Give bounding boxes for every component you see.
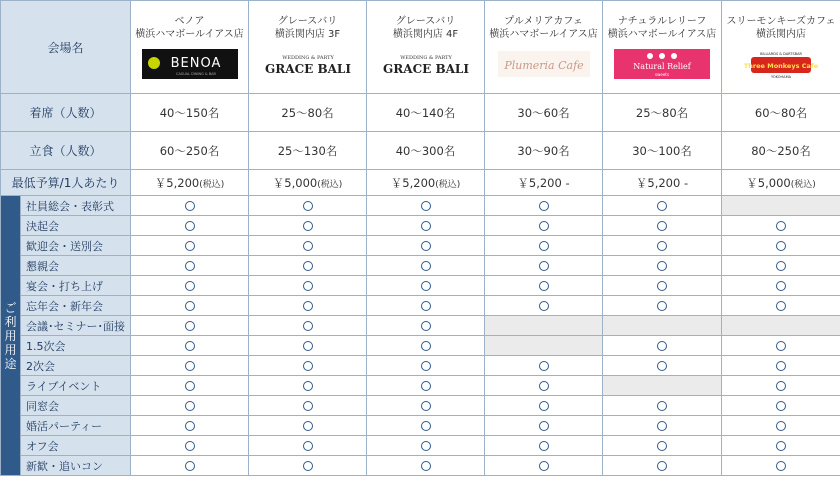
usage-available-cell	[249, 396, 367, 416]
available-mark-icon	[421, 321, 431, 331]
venue-name-header: 会場名	[1, 1, 131, 94]
svg-text:sweets: sweets	[655, 72, 669, 77]
usage-available-cell	[131, 456, 249, 476]
usage-available-cell	[367, 256, 485, 276]
available-mark-icon	[421, 261, 431, 271]
usage-available-cell	[367, 376, 485, 396]
available-mark-icon	[185, 421, 195, 431]
usage-unavailable-cell	[722, 196, 840, 216]
available-mark-icon	[303, 301, 313, 311]
available-mark-icon	[657, 201, 667, 211]
venue-name: グレースバリ	[277, 16, 338, 27]
usage-available-cell	[131, 196, 249, 216]
available-mark-icon	[303, 421, 313, 431]
usage-available-cell	[249, 296, 367, 316]
available-mark-icon	[421, 401, 431, 411]
available-mark-icon	[421, 341, 431, 351]
budget-tax-note: (税込)	[199, 179, 225, 190]
available-mark-icon	[303, 361, 313, 371]
venue-three-monkeys-cafe	[722, 1, 840, 94]
usage-available-cell	[722, 376, 840, 396]
available-mark-icon	[657, 341, 667, 351]
available-mark-icon	[657, 461, 667, 471]
venue-benoa	[131, 1, 249, 94]
usage-available-cell	[131, 376, 249, 396]
standing-cell: 40～300名	[367, 132, 485, 170]
available-mark-icon	[539, 221, 549, 231]
available-mark-icon	[421, 221, 431, 231]
standing-cell: 60～250名	[131, 132, 249, 170]
svg-text:WEDDING & PARTY: WEDDING & PARTY	[399, 55, 452, 61]
available-mark-icon	[776, 461, 786, 471]
seating-row	[1, 94, 840, 132]
usage-row	[1, 396, 840, 416]
available-mark-icon	[539, 261, 549, 271]
usage-label: 新歓・追いコン	[21, 456, 131, 476]
usage-label: オフ会	[21, 436, 131, 456]
usage-label: 歓迎会・送別会	[21, 236, 131, 256]
usage-available-cell	[131, 396, 249, 416]
usage-available-cell	[603, 216, 722, 236]
available-mark-icon	[657, 401, 667, 411]
available-mark-icon	[539, 241, 549, 251]
usage-available-cell	[131, 216, 249, 236]
available-mark-icon	[185, 221, 195, 231]
available-mark-icon	[421, 381, 431, 391]
usage-available-cell	[603, 196, 722, 216]
usage-available-cell	[131, 436, 249, 456]
usage-available-cell	[367, 216, 485, 236]
available-mark-icon	[657, 221, 667, 231]
usage-row	[1, 256, 840, 276]
available-mark-icon	[185, 441, 195, 451]
available-mark-icon	[185, 321, 195, 331]
usage-label: 2次会	[21, 356, 131, 376]
standing-cell: 30～100名	[603, 132, 722, 170]
available-mark-icon	[657, 301, 667, 311]
usage-unavailable-cell	[485, 336, 603, 356]
usage-available-cell	[131, 276, 249, 296]
usage-available-cell	[485, 216, 603, 236]
usage-available-cell	[603, 416, 722, 436]
available-mark-icon	[421, 461, 431, 471]
usage-row	[1, 456, 840, 476]
usage-available-cell	[603, 356, 722, 376]
seating-cell: 25～80名	[603, 94, 722, 132]
usage-row	[1, 196, 840, 216]
usage-available-cell	[131, 416, 249, 436]
budget-row	[1, 170, 840, 196]
venue-branch: 横浜関内店	[756, 29, 807, 40]
usage-available-cell	[603, 336, 722, 356]
budget-tax-note: (税込)	[317, 179, 343, 190]
available-mark-icon	[657, 241, 667, 251]
usage-label: 宴会・打ち上げ	[21, 276, 131, 296]
available-mark-icon	[421, 281, 431, 291]
budget-cell	[485, 170, 603, 196]
usage-available-cell	[249, 236, 367, 256]
available-mark-icon	[776, 401, 786, 411]
available-mark-icon	[539, 361, 549, 371]
benoa-logo	[142, 49, 238, 79]
svg-text:BILLIARDS & DARTSBAR: BILLIARDS & DARTSBAR	[760, 52, 802, 56]
seating-label: 着席（人数）	[1, 94, 131, 132]
plumeria-cafe-logo	[496, 49, 592, 79]
usage-available-cell	[603, 276, 722, 296]
grace-bali-logo	[260, 49, 356, 79]
svg-text:WEDDING & PARTY: WEDDING & PARTY	[281, 55, 334, 61]
usage-row	[1, 296, 840, 316]
available-mark-icon	[185, 281, 195, 291]
available-mark-icon	[776, 441, 786, 451]
available-mark-icon	[185, 241, 195, 251]
usage-available-cell	[603, 396, 722, 416]
usage-available-cell	[249, 276, 367, 296]
available-mark-icon	[657, 261, 667, 271]
available-mark-icon	[303, 441, 313, 451]
svg-text:GRACE BALI: GRACE BALI	[382, 62, 469, 76]
available-mark-icon	[303, 241, 313, 251]
usage-label: 会議･セミナー･面接	[21, 316, 131, 336]
budget-amount: ￥5,200 -	[517, 175, 570, 190]
available-mark-icon	[303, 321, 313, 331]
usage-unavailable-cell	[722, 316, 840, 336]
available-mark-icon	[185, 301, 195, 311]
usage-label: 懇親会	[21, 256, 131, 276]
usage-available-cell	[485, 396, 603, 416]
budget-amount: ￥5,200	[390, 175, 436, 190]
svg-text:Plumeria Cafe: Plumeria Cafe	[503, 59, 584, 72]
usage-available-cell	[603, 236, 722, 256]
standing-cell: 80～250名	[722, 132, 840, 170]
usage-label: 決起会	[21, 216, 131, 236]
available-mark-icon	[303, 461, 313, 471]
available-mark-icon	[539, 461, 549, 471]
usage-available-cell	[485, 356, 603, 376]
usage-available-cell	[367, 296, 485, 316]
usage-available-cell	[131, 236, 249, 256]
usage-unavailable-cell	[485, 316, 603, 336]
usage-available-cell	[367, 456, 485, 476]
usage-available-cell	[722, 456, 840, 476]
svg-text:GRACE BALI: GRACE BALI	[264, 62, 351, 76]
usage-available-cell	[722, 296, 840, 316]
usage-available-cell	[603, 436, 722, 456]
available-mark-icon	[657, 361, 667, 371]
svg-text:YOKOHAMA: YOKOHAMA	[771, 75, 792, 79]
available-mark-icon	[303, 221, 313, 231]
seating-cell: 40～140名	[367, 94, 485, 132]
natural-relief-logo	[614, 49, 710, 79]
available-mark-icon	[657, 441, 667, 451]
available-mark-icon	[776, 381, 786, 391]
usage-available-cell	[249, 356, 367, 376]
available-mark-icon	[776, 281, 786, 291]
usage-row	[1, 336, 840, 356]
available-mark-icon	[303, 401, 313, 411]
usage-available-cell	[722, 236, 840, 256]
usage-available-cell	[485, 436, 603, 456]
usage-available-cell	[367, 316, 485, 336]
usage-available-cell	[722, 436, 840, 456]
venue-name: スリーモンキーズカフェ	[726, 16, 836, 27]
venue-name: ベノア	[174, 16, 205, 27]
usage-side-label: ご 利 用 用 途	[1, 196, 21, 476]
usage-available-cell	[485, 196, 603, 216]
available-mark-icon	[185, 201, 195, 211]
usage-row	[1, 356, 840, 376]
usage-available-cell	[249, 416, 367, 436]
usage-available-cell	[603, 256, 722, 276]
venue-natural-relief	[603, 1, 722, 94]
usage-row	[1, 416, 840, 436]
three-monkeys-cafe-logo	[733, 49, 829, 79]
usage-available-cell	[722, 276, 840, 296]
venue-branch: 横浜関内店 4F	[392, 29, 459, 40]
usage-label: 婚活パーティー	[21, 416, 131, 436]
usage-label: 同窓会	[21, 396, 131, 416]
usage-available-cell	[249, 436, 367, 456]
venue-name: ナチュラルレリーフ	[617, 16, 707, 27]
usage-available-cell	[722, 356, 840, 376]
available-mark-icon	[776, 361, 786, 371]
usage-available-cell	[249, 196, 367, 216]
seating-cell: 40～150名	[131, 94, 249, 132]
available-mark-icon	[776, 261, 786, 271]
usage-row	[1, 276, 840, 296]
venue-branch: 横浜ハマボールイアス店	[135, 29, 244, 40]
available-mark-icon	[539, 381, 549, 391]
seating-cell: 25～80名	[249, 94, 367, 132]
usage-section	[1, 196, 840, 476]
usage-row	[1, 236, 840, 256]
usage-row	[1, 316, 840, 336]
usage-available-cell	[367, 396, 485, 416]
available-mark-icon	[657, 421, 667, 431]
svg-text:Three Monkeys Cafe: Three Monkeys Cafe	[743, 62, 819, 70]
venue-grace-bali-4f	[367, 1, 485, 94]
available-mark-icon	[776, 421, 786, 431]
budget-tax-note: (税込)	[435, 179, 461, 190]
available-mark-icon	[303, 341, 313, 351]
usage-available-cell	[485, 376, 603, 396]
available-mark-icon	[776, 241, 786, 251]
usage-available-cell	[485, 236, 603, 256]
usage-available-cell	[367, 436, 485, 456]
standing-cell: 25～130名	[249, 132, 367, 170]
usage-available-cell	[722, 416, 840, 436]
venue-header-row	[1, 1, 840, 94]
standing-label: 立食（人数）	[1, 132, 131, 170]
usage-available-cell	[249, 316, 367, 336]
available-mark-icon	[185, 461, 195, 471]
budget-cell	[722, 170, 840, 196]
available-mark-icon	[421, 301, 431, 311]
usage-available-cell	[249, 336, 367, 356]
usage-available-cell	[131, 256, 249, 276]
usage-available-cell	[367, 276, 485, 296]
usage-available-cell	[722, 396, 840, 416]
usage-available-cell	[131, 336, 249, 356]
svg-text:BENOA: BENOA	[170, 56, 221, 71]
usage-available-cell	[722, 216, 840, 236]
usage-available-cell	[603, 296, 722, 316]
available-mark-icon	[303, 281, 313, 291]
usage-available-cell	[249, 256, 367, 276]
usage-row	[1, 376, 840, 396]
available-mark-icon	[776, 341, 786, 351]
venue-name: プルメリアカフェ	[504, 16, 583, 27]
usage-row	[1, 216, 840, 236]
available-mark-icon	[539, 281, 549, 291]
usage-label: ライブイベント	[21, 376, 131, 396]
available-mark-icon	[303, 261, 313, 271]
available-mark-icon	[303, 201, 313, 211]
usage-available-cell	[249, 376, 367, 396]
standing-cell: 30～90名	[485, 132, 603, 170]
usage-available-cell	[367, 196, 485, 216]
usage-available-cell	[485, 456, 603, 476]
usage-available-cell	[485, 296, 603, 316]
available-mark-icon	[776, 221, 786, 231]
available-mark-icon	[539, 301, 549, 311]
usage-row	[1, 436, 840, 456]
usage-available-cell	[131, 356, 249, 376]
usage-label: 社員総会・表彰式	[21, 196, 131, 216]
available-mark-icon	[539, 421, 549, 431]
usage-available-cell	[131, 316, 249, 336]
venue-branch: 横浜ハマボールイアス店	[489, 29, 598, 40]
budget-cell	[249, 170, 367, 196]
budget-tax-note: (税込)	[790, 179, 816, 190]
usage-unavailable-cell	[603, 376, 722, 396]
usage-available-cell	[367, 236, 485, 256]
available-mark-icon	[185, 381, 195, 391]
available-mark-icon	[185, 401, 195, 411]
budget-cell	[367, 170, 485, 196]
usage-label: 忘年会・新年会	[21, 296, 131, 316]
usage-available-cell	[485, 416, 603, 436]
usage-available-cell	[367, 356, 485, 376]
available-mark-icon	[185, 341, 195, 351]
budget-amount: ￥5,200 -	[635, 175, 689, 190]
venue-plumeria-cafe	[485, 1, 603, 94]
available-mark-icon	[303, 381, 313, 391]
seating-cell: 60～80名	[722, 94, 840, 132]
usage-available-cell	[367, 336, 485, 356]
available-mark-icon	[776, 301, 786, 311]
venue-grace-bali-3f	[249, 1, 367, 94]
usage-available-cell	[131, 296, 249, 316]
usage-available-cell	[722, 336, 840, 356]
usage-available-cell	[249, 456, 367, 476]
budget-cell	[131, 170, 249, 196]
available-mark-icon	[421, 201, 431, 211]
budget-cell	[603, 170, 722, 196]
usage-available-cell	[367, 416, 485, 436]
usage-label: 1.5次会	[21, 336, 131, 356]
svg-text:CASUAL DINING & BAR: CASUAL DINING & BAR	[175, 72, 216, 76]
standing-row	[1, 132, 840, 170]
available-mark-icon	[185, 361, 195, 371]
available-mark-icon	[539, 201, 549, 211]
available-mark-icon	[421, 441, 431, 451]
available-mark-icon	[539, 441, 549, 451]
venue-name: グレースバリ	[395, 16, 456, 27]
usage-unavailable-cell	[603, 316, 722, 336]
usage-available-cell	[485, 276, 603, 296]
budget-amount: ￥5,200	[154, 175, 200, 190]
available-mark-icon	[185, 261, 195, 271]
available-mark-icon	[421, 361, 431, 371]
venue-branch: 横浜関内店 3F	[274, 29, 341, 40]
available-mark-icon	[421, 421, 431, 431]
budget-amount: ￥5,000	[272, 175, 318, 190]
budget-amount: ￥5,000	[746, 175, 791, 190]
available-mark-icon	[539, 401, 549, 411]
svg-text:Natural Relief: Natural Relief	[633, 62, 691, 71]
usage-available-cell	[603, 456, 722, 476]
available-mark-icon	[657, 281, 667, 291]
budget-label: 最低予算/1人あたり	[1, 170, 131, 196]
seating-cell: 30～60名	[485, 94, 603, 132]
usage-available-cell	[485, 256, 603, 276]
available-mark-icon	[421, 241, 431, 251]
grace-bali-logo	[378, 49, 474, 79]
venue-branch: 横浜ハマボールイアス店	[607, 29, 717, 40]
usage-available-cell	[249, 216, 367, 236]
usage-available-cell	[722, 256, 840, 276]
